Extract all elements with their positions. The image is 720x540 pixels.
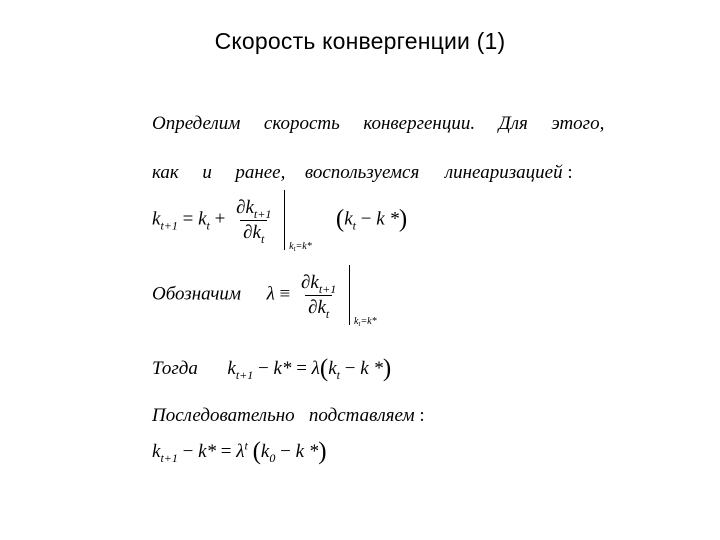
- substitute-line: Последовательно подставляем :: [152, 405, 425, 426]
- notation-label: Обозначим: [152, 283, 242, 305]
- intro-line-1: [152, 113, 604, 135]
- slide-title: Скорость конвергенции (1): [214, 28, 506, 54]
- intro-word: конвергенции.: [363, 113, 476, 134]
- then-equation: Тогда $k_{t+1} - k* = \lambda(k_t - k$ *): [152, 355, 392, 382]
- intro-word: Для: [498, 113, 528, 134]
- intro-line-2: [152, 162, 573, 184]
- derivative-fraction: $\frac{\partial k_{t+1}}{\partial k_t}$: [301, 271, 337, 321]
- intro-word: линеаризацией: [444, 162, 563, 183]
- intro-word: ранее,: [235, 162, 286, 183]
- notation-equation: Обозначим λ ≡ $\frac{\partial k_{t+1}}{\partial k_t}$ $k_t=k*$: [152, 265, 396, 325]
- then-label: Тогда: [152, 358, 198, 379]
- intro-word: воспользуемся: [304, 162, 420, 183]
- linearization-equation: $k_{t+1} = k_t$ + $\frac{\partial k_{t+1}}{\partial k_t}$ $k_t=k*$ ($k_t - k$ *): [152, 190, 407, 250]
- colon: :: [567, 162, 573, 183]
- intro-word: и: [202, 162, 212, 183]
- substitute-label: Последовательно подставляем: [152, 405, 415, 426]
- derivative-fraction: $\frac{\partial k_{t+1}}{\partial k_t}$: [236, 196, 272, 246]
- intro-word: как: [152, 162, 179, 183]
- intro-word: скорость: [263, 113, 340, 134]
- intro-word: этого,: [551, 113, 605, 134]
- result-equation: $k_{t+1} - k* = \lambda^t$ ($k_0 - k$ *): [152, 438, 327, 465]
- evaluation-bar: $k_t=k*$: [349, 265, 396, 325]
- intro-word: Определим: [152, 113, 241, 134]
- evaluation-bar: $k_t=k*$: [284, 190, 331, 250]
